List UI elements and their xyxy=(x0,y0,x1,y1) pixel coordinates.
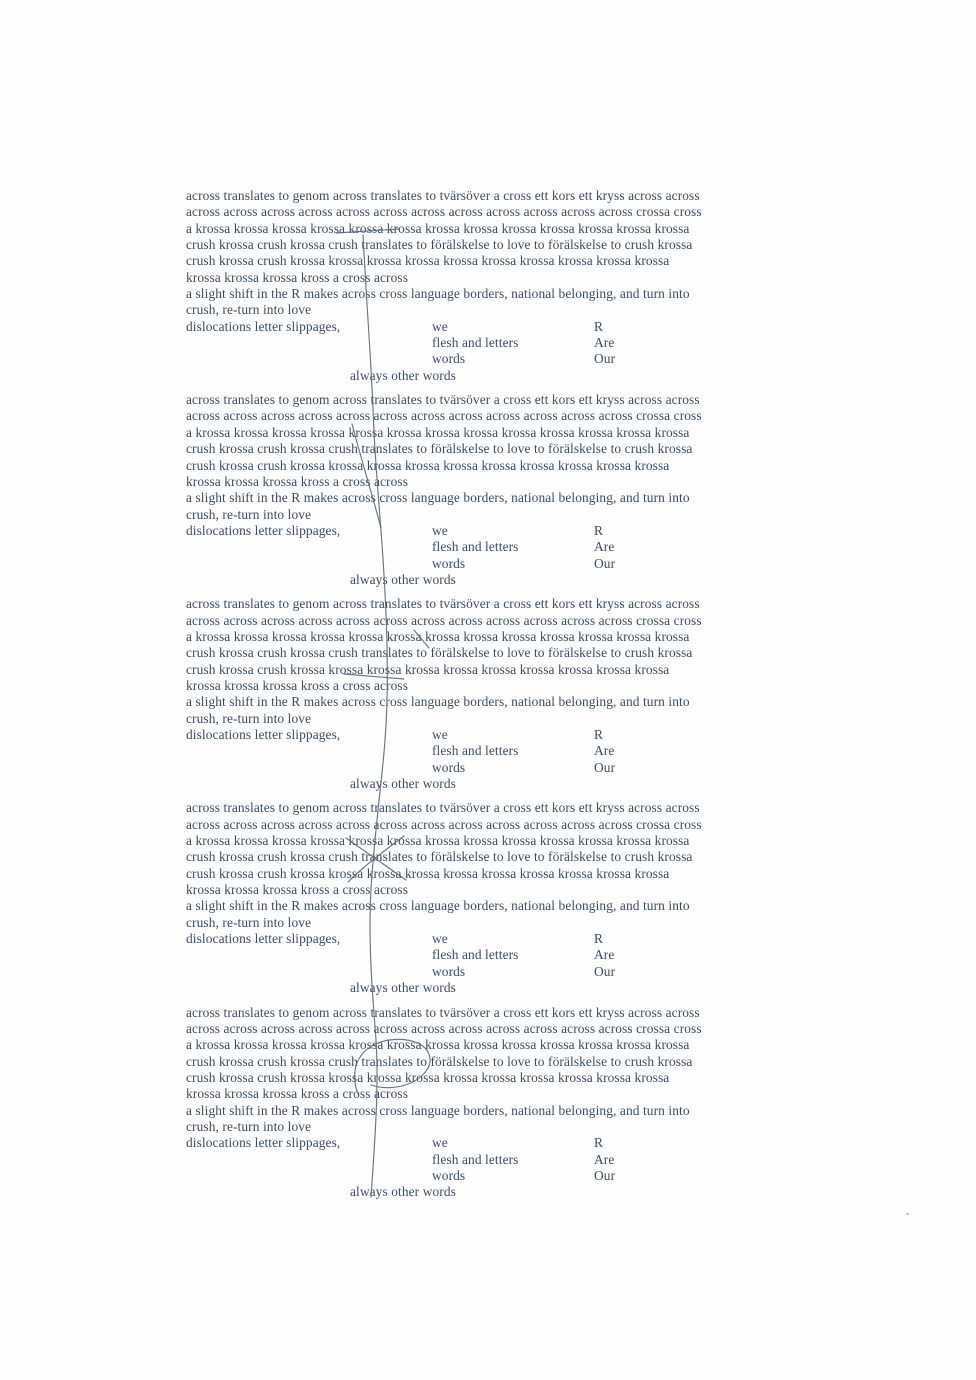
column-right xyxy=(594,931,826,980)
column-middle-line-2: flesh and letters xyxy=(432,1151,519,1167)
column-right-line-2: Are xyxy=(594,539,615,555)
column-label-text: dislocations letter slippages, xyxy=(186,318,341,334)
poem-stanza xyxy=(186,392,826,588)
poem-text-block xyxy=(186,188,826,1209)
stanza-line-7: a slight shift in the R makes across cross language borders, national belonging, and turn into xyxy=(186,898,690,914)
column-middle-line-3: words xyxy=(432,555,466,571)
stanza-line-4: crush krossa crush krossa crush translates to förälskelse to love to förälskelse to crush krossa xyxy=(186,849,693,865)
column-middle-line-3: words xyxy=(432,1167,466,1183)
stanza-line-7: a slight shift in the R makes across cross language borders, national belonging, and turn into xyxy=(186,286,690,302)
column-label-text: dislocations letter slippages, xyxy=(186,1135,341,1151)
column-right-line-3: Our xyxy=(594,351,616,367)
column-middle xyxy=(432,931,594,980)
column-right-line-3: Our xyxy=(594,1167,616,1183)
column-right-line-2: Are xyxy=(594,947,615,963)
stanza-line-1: across translates to genom across translates to tvärsöver a cross ett kors ett kryss across across xyxy=(186,392,700,408)
column-middle-line-3: words xyxy=(432,759,466,775)
column-label xyxy=(186,931,432,947)
stanza-footer-line: always other words xyxy=(350,776,456,792)
column-right-line-3: Our xyxy=(594,759,616,775)
column-right xyxy=(594,319,826,368)
stanza-columns xyxy=(186,727,826,776)
stanza-line-3: a krossa krossa krossa krossa krossa krossa krossa krossa krossa krossa krossa krossa krossa xyxy=(186,1037,690,1053)
column-middle-line-1: we xyxy=(432,727,448,742)
poem-stanza xyxy=(186,800,826,996)
stanza-columns xyxy=(186,319,826,368)
stanza-line-7: a slight shift in the R makes across cross language borders, national belonging, and turn into xyxy=(186,1102,690,1118)
column-right xyxy=(594,727,826,776)
stanza-line-2: across across across across across across across across across across across across crossa cross xyxy=(186,204,702,220)
stanza-line-8: crush, re-turn into love xyxy=(186,710,312,726)
stanza-line-4: crush krossa crush krossa crush translates to förälskelse to love to förälskelse to crush krossa xyxy=(186,237,693,253)
stanza-line-8: crush, re-turn into love xyxy=(186,506,312,522)
stanza-line-3: a krossa krossa krossa krossa krossa krossa krossa krossa krossa krossa krossa krossa krossa xyxy=(186,424,690,440)
stanza-line-1: across translates to genom across translates to tvärsöver a cross ett kors ett kryss across across xyxy=(186,800,700,816)
stanza-line-6: krossa krossa krossa kross a cross across xyxy=(186,677,409,693)
stanza-line-7: a slight shift in the R makes across cross language borders, national belonging, and turn into xyxy=(186,694,690,710)
column-right xyxy=(594,1135,826,1184)
stanza-line-5: crush krossa crush krossa krossa krossa krossa krossa krossa krossa krossa krossa krossa xyxy=(186,1069,670,1085)
stanza-line-3: a krossa krossa krossa krossa krossa krossa krossa krossa krossa krossa krossa krossa krossa xyxy=(186,833,690,849)
stanza-line-8: crush, re-turn into love xyxy=(186,302,312,318)
stanza-line-5: crush krossa crush krossa krossa krossa krossa krossa krossa krossa krossa krossa krossa xyxy=(186,865,670,881)
column-label-text: dislocations letter slippages, xyxy=(186,931,341,947)
column-middle-line-3: words xyxy=(432,963,466,979)
stanza-line-3: a krossa krossa krossa krossa krossa krossa krossa krossa krossa krossa krossa krossa krossa xyxy=(186,628,690,644)
stanza-line-1: across translates to genom across translates to tvärsöver a cross ett kors ett kryss across across xyxy=(186,596,700,612)
stanza-line-1: across translates to genom across translates to tvärsöver a cross ett kors ett kryss across across xyxy=(186,188,700,203)
column-middle-line-2: flesh and letters xyxy=(432,539,519,555)
column-label xyxy=(186,319,432,335)
column-middle-line-2: flesh and letters xyxy=(432,335,519,351)
column-right-line-1: R xyxy=(594,318,604,334)
stanza-line-6: krossa krossa krossa kross a cross across xyxy=(186,882,409,898)
stanza-line-2: across across across across across across across across across across across across crossa cross xyxy=(186,612,702,628)
stanza-line-5: crush krossa crush krossa krossa krossa krossa krossa krossa krossa krossa krossa krossa xyxy=(186,457,670,473)
column-right-line-1: R xyxy=(594,522,604,538)
column-label-text: dislocations letter slippages, xyxy=(186,522,341,538)
column-right-line-3: Our xyxy=(594,555,616,571)
stanza-line-2: across across across across across across across across across across across across crossa cross xyxy=(186,408,702,424)
column-middle-line-2: flesh and letters xyxy=(432,947,519,963)
stanza-line-4: crush krossa crush krossa crush translates to förälskelse to love to förälskelse to crush krossa xyxy=(186,645,693,661)
column-right xyxy=(594,523,826,572)
stanza-footer-line: always other words xyxy=(350,1184,456,1200)
stanza-line-2: across across across across across across across across across across across across crossa cross xyxy=(186,816,702,832)
stanza-line-5: crush krossa crush krossa krossa krossa krossa krossa krossa krossa krossa krossa krossa xyxy=(186,661,670,677)
stanza-line-7: a slight shift in the R makes across cross language borders, national belonging, and turn into xyxy=(186,490,690,506)
stanza-line-6: krossa krossa krossa kross a cross across xyxy=(186,269,409,285)
column-right-line-2: Are xyxy=(594,743,615,759)
stanza-columns xyxy=(186,1135,826,1184)
stanza-footer-line: always other words xyxy=(350,571,456,587)
column-label xyxy=(186,727,432,743)
stanza-footer-line: always other words xyxy=(350,980,456,996)
stanza-line-3: a krossa krossa krossa krossa krossa krossa krossa krossa krossa krossa krossa krossa krossa xyxy=(186,220,690,236)
poem-stanza xyxy=(186,188,826,384)
poem-stanza xyxy=(186,596,826,792)
column-label xyxy=(186,523,432,539)
stanza-line-5: crush krossa crush krossa krossa krossa krossa krossa krossa krossa krossa krossa krossa xyxy=(186,253,670,269)
stanza-footer-line: always other words xyxy=(350,367,456,383)
column-right-line-1: R xyxy=(594,931,604,947)
stanza-line-4: crush krossa crush krossa crush translates to förälskelse to love to förälskelse to crush krossa xyxy=(186,441,693,457)
column-middle-line-2: flesh and letters xyxy=(432,743,519,759)
column-middle-line-1: we xyxy=(432,318,448,334)
column-middle-line-1: we xyxy=(432,931,448,947)
column-right-line-1: R xyxy=(594,727,604,742)
column-right-line-2: Are xyxy=(594,335,615,351)
column-middle xyxy=(432,523,594,572)
column-label-text: dislocations letter slippages, xyxy=(186,727,341,742)
stanza-line-8: crush, re-turn into love xyxy=(186,1118,312,1134)
column-middle xyxy=(432,1135,594,1184)
scan-artifact-dot xyxy=(906,1213,909,1215)
column-right-line-2: Are xyxy=(594,1151,615,1167)
column-middle xyxy=(432,727,594,776)
stanza-columns xyxy=(186,523,826,572)
column-label xyxy=(186,1135,432,1151)
stanza-line-8: crush, re-turn into love xyxy=(186,914,312,930)
stanza-columns xyxy=(186,931,826,980)
poem-stanza xyxy=(186,1005,826,1201)
column-right-line-3: Our xyxy=(594,963,616,979)
column-middle-line-1: we xyxy=(432,1135,448,1151)
stanza-line-1: across translates to genom across translates to tvärsöver a cross ett kors ett kryss across across xyxy=(186,1004,700,1020)
stanza-line-2: across across across across across across across across across across across across crossa cross xyxy=(186,1020,702,1036)
column-right-line-1: R xyxy=(594,1135,604,1151)
column-middle xyxy=(432,319,594,368)
column-middle-line-3: words xyxy=(432,351,466,367)
column-middle-line-1: we xyxy=(432,522,448,538)
stanza-line-6: krossa krossa krossa kross a cross across xyxy=(186,473,409,489)
stanza-line-4: crush krossa crush krossa crush translates to förälskelse to love to förälskelse to crush krossa xyxy=(186,1053,693,1069)
stanza-line-6: krossa krossa krossa kross a cross across xyxy=(186,1086,409,1102)
